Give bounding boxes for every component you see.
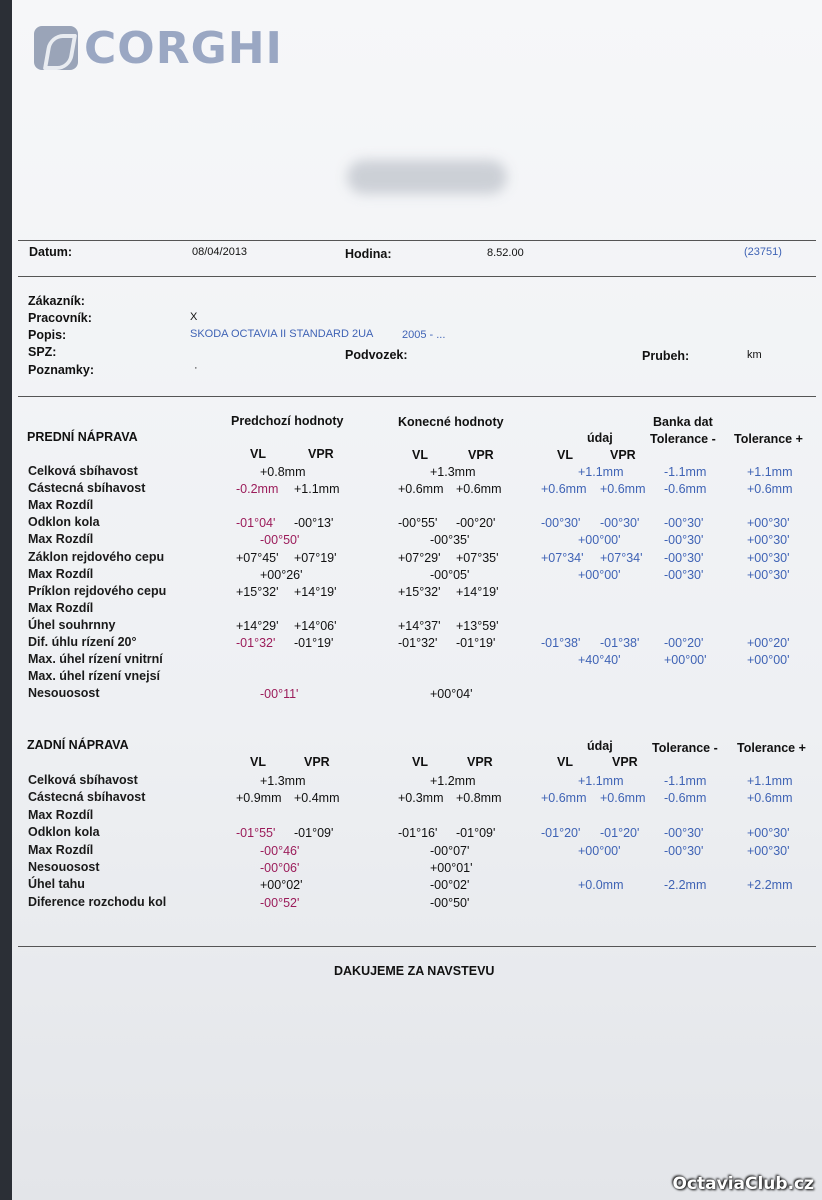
row-label: Cástecná sbíhavost <box>28 790 146 805</box>
rear-final-vpr: VPR <box>467 755 493 769</box>
rear-axle-title: ZADNÍ NÁPRAVA <box>27 738 129 752</box>
cell-fr: +13°59' <box>456 618 499 633</box>
cell-bl: +0.6mm <box>541 791 587 806</box>
cell-tp: +00°00' <box>747 653 790 668</box>
cell-pl: +15°32' <box>236 584 279 599</box>
reference-number: (23751) <box>744 246 782 258</box>
front-prev-vpr: VPR <box>308 447 334 461</box>
cell-pr: -01°19' <box>294 636 334 650</box>
cell-pr: -00°13' <box>294 516 334 531</box>
row-label: Dif. úhlu rízení 20° <box>28 635 137 649</box>
cell-fr: -01°19' <box>456 636 496 650</box>
cell-bl: -00°30' <box>541 516 581 531</box>
cell-tm: -00°30' <box>664 826 704 841</box>
cell-tp: +0.6mm <box>747 791 793 806</box>
front-bank-vl: VL <box>557 448 573 462</box>
cell-pl: +0.9mm <box>236 791 282 806</box>
rear-final-vl: VL <box>412 755 428 769</box>
cell-br: +0.6mm <box>600 482 646 497</box>
cell-f: +1.3mm <box>430 465 476 479</box>
front-bank-vpr: VPR <box>610 448 636 462</box>
mileage-label: Prubeh: <box>642 349 690 363</box>
cell-p: +1.3mm <box>260 774 306 788</box>
row-label: Záklon rejdového cepu <box>28 549 165 564</box>
row-label: Nesouosost <box>28 860 100 874</box>
cell-br: -01°38' <box>600 636 640 650</box>
cell-f: -00°07' <box>430 843 470 858</box>
cell-br: -00°30' <box>600 516 640 531</box>
row-label: Úhel tahu <box>28 877 85 892</box>
cell-bv: +00°00' <box>578 567 621 582</box>
cell-fr: +0.8mm <box>456 791 502 806</box>
cell-f: +1.2mm <box>430 774 476 788</box>
vehicle-description: SKODA OCTAVIA II STANDARD 2UA <box>190 328 374 340</box>
row-label: Úhel souhrnny <box>28 617 116 632</box>
cell-p: -00°06' <box>260 861 300 875</box>
cell-p: -00°46' <box>260 843 300 858</box>
cell-p: -00°52' <box>260 895 300 910</box>
corghi-logo-icon <box>34 26 78 70</box>
row-label: Max Rozdíl <box>28 807 94 822</box>
cell-fl: +0.6mm <box>398 482 444 497</box>
row-label: Cástecná sbíhavost <box>28 481 146 496</box>
cell-bv: +00°00' <box>578 843 621 858</box>
cell-fr: -01°09' <box>456 826 496 841</box>
divider <box>18 276 816 277</box>
customer-label: Zákazník: <box>28 294 85 308</box>
cell-pl: +07°45' <box>236 550 279 565</box>
vehicle-year: 2005 - ... <box>402 329 446 341</box>
cell-f: -00°05' <box>430 567 470 582</box>
cell-f: +00°04' <box>430 687 473 702</box>
cell-tp: +00°30' <box>747 550 790 565</box>
cell-f: -00°50' <box>430 895 470 910</box>
cell-bv: +1.1mm <box>578 774 624 788</box>
thank-you-message: DAKUJEME ZA NAVSTEVU <box>334 964 495 978</box>
row-label: Odklon kola <box>28 515 100 530</box>
cell-p: -00°50' <box>260 533 300 548</box>
cell-fl: +14°37' <box>398 618 441 633</box>
cell-tp: +00°30' <box>747 843 790 858</box>
cell-tm: -00°20' <box>664 636 704 650</box>
description-label: Popis: <box>28 328 67 342</box>
time-value: 8.52.00 <box>487 247 524 259</box>
cell-bl: -01°20' <box>541 826 581 841</box>
cell-fl: -01°16' <box>398 826 438 841</box>
cell-bl: +07°34' <box>541 550 584 565</box>
cell-p: -00°11' <box>260 687 299 702</box>
cell-f: -00°35' <box>430 533 470 548</box>
chassis-label: Podvozek: <box>345 348 408 362</box>
brand-name: CORGHI <box>84 22 283 74</box>
cell-tm: -1.1mm <box>664 774 707 788</box>
cell-p: +0.8mm <box>260 465 306 479</box>
row-label: Max Rozdíl <box>28 842 94 857</box>
data-bank-heading: Banka dat <box>653 415 713 429</box>
cell-tm: +00°00' <box>664 653 707 668</box>
cell-br: +07°34' <box>600 550 643 565</box>
cell-f: -00°02' <box>430 878 470 893</box>
front-final-vpr: VPR <box>468 448 494 462</box>
cell-fr: -00°20' <box>456 516 496 531</box>
row-label: Max Rozdíl <box>28 566 94 581</box>
cell-pl: -0.2mm <box>236 482 279 497</box>
cell-bv: +40°40' <box>578 653 621 668</box>
cell-pr: +07°19' <box>294 550 337 565</box>
cell-br: -01°20' <box>600 826 640 841</box>
cell-br: +0.6mm <box>600 791 646 806</box>
worker-label: Pracovník: <box>28 311 92 325</box>
row-label: Diference rozchodu kol <box>28 894 167 909</box>
row-label: Max. úhel rízení vnejsí <box>28 669 160 684</box>
divider <box>18 946 816 947</box>
cell-fl: -01°32' <box>398 636 438 650</box>
cell-bl: -01°38' <box>541 636 581 650</box>
notes-label: Poznamky: <box>28 363 94 377</box>
cell-pr: +1.1mm <box>294 482 340 497</box>
worker-value: X <box>190 311 198 323</box>
cell-fl: +0.3mm <box>398 791 444 806</box>
row-label: Max Rozdíl <box>28 532 94 547</box>
row-label: Nesouosost <box>28 686 100 701</box>
front-prev-vl: VL <box>250 447 266 461</box>
rear-tol-minus-heading: Tolerance - <box>652 741 718 755</box>
redacted-area <box>347 160 507 194</box>
cell-fr: +07°35' <box>456 550 499 565</box>
cell-fr: +14°19' <box>456 584 499 599</box>
rear-prev-vpr: VPR <box>304 755 330 769</box>
cell-pl: -01°04' <box>236 516 276 531</box>
cell-tp: +00°30' <box>747 516 790 531</box>
alignment-report-sheet <box>12 0 822 1200</box>
row-label: Max Rozdíl <box>28 600 94 615</box>
cell-tm: -00°30' <box>664 516 704 531</box>
front-axle-title: PREDNÍ NÁPRAVA <box>27 430 138 444</box>
row-label: Celková sbíhavost <box>28 773 138 787</box>
cell-pl: -01°55' <box>236 826 276 841</box>
watermark: OctaviaClub.cz <box>672 1174 814 1194</box>
cell-tm: -0.6mm <box>664 791 707 806</box>
cell-bv: +0.0mm <box>578 878 624 893</box>
row-label: Celková sbíhavost <box>28 464 138 478</box>
cell-bv: +00°00' <box>578 533 621 548</box>
cell-pl: +14°29' <box>236 618 279 633</box>
cell-fr: +0.6mm <box>456 482 502 497</box>
front-tol-minus-heading: Tolerance - <box>650 432 716 446</box>
cell-pr: +14°19' <box>294 584 337 599</box>
cell-bv: +1.1mm <box>578 465 624 479</box>
cell-fl: +07°29' <box>398 550 441 565</box>
rear-tol-plus-heading: Tolerance + <box>737 741 806 755</box>
previous-values-heading: Predchozí hodnoty <box>231 414 344 428</box>
cell-tp: +00°20' <box>747 636 790 650</box>
cell-tp: +0.6mm <box>747 482 793 497</box>
cell-tp: +1.1mm <box>747 465 793 479</box>
notes-value: · <box>194 362 198 374</box>
corghi-logo <box>34 20 283 76</box>
cell-tm: -0.6mm <box>664 482 707 497</box>
cell-f: +00°01' <box>430 861 473 875</box>
divider <box>18 396 816 397</box>
final-values-heading: Konecné hodnoty <box>398 415 504 429</box>
divider <box>18 240 816 241</box>
mileage-unit: km <box>747 349 762 361</box>
cell-tp: +00°30' <box>747 533 790 548</box>
rear-prev-vl: VL <box>250 755 266 769</box>
cell-tp: +00°30' <box>747 826 790 841</box>
cell-p: +00°26' <box>260 567 303 582</box>
cell-tm: -1.1mm <box>664 465 707 479</box>
cell-fl: -00°55' <box>398 516 438 531</box>
front-udaj-heading: údaj <box>587 431 613 445</box>
cell-tp: +00°30' <box>747 567 790 582</box>
cell-tm: -2.2mm <box>664 878 707 893</box>
cell-tm: -00°30' <box>664 843 704 858</box>
front-final-vl: VL <box>412 448 428 462</box>
cell-tp: +1.1mm <box>747 774 793 788</box>
cell-bl: +0.6mm <box>541 482 587 497</box>
cell-fl: +15°32' <box>398 584 441 599</box>
cell-p: +00°02' <box>260 878 303 893</box>
cell-pr: +14°06' <box>294 618 337 633</box>
cell-pr: -01°09' <box>294 826 334 841</box>
cell-tp: +2.2mm <box>747 878 793 893</box>
rear-bank-vl: VL <box>557 755 573 769</box>
date-value: 08/04/2013 <box>192 246 248 258</box>
row-label: Príklon rejdového cepu <box>28 583 167 598</box>
cell-tm: -00°30' <box>664 550 704 565</box>
spz-label: SPZ: <box>28 345 57 359</box>
row-label: Odklon kola <box>28 825 100 840</box>
rear-udaj-heading: údaj <box>587 739 613 753</box>
cell-pl: -01°32' <box>236 636 276 650</box>
cell-pr: +0.4mm <box>294 791 340 806</box>
row-label: Max. úhel rízení vnitrní <box>28 652 163 667</box>
cell-tm: -00°30' <box>664 567 704 582</box>
time-label: Hodina: <box>345 247 392 261</box>
date-label: Datum: <box>29 245 73 259</box>
front-tol-plus-heading: Tolerance + <box>734 432 803 446</box>
rear-bank-vpr: VPR <box>612 755 638 769</box>
row-label: Max Rozdíl <box>28 498 94 513</box>
cell-tm: -00°30' <box>664 533 704 548</box>
